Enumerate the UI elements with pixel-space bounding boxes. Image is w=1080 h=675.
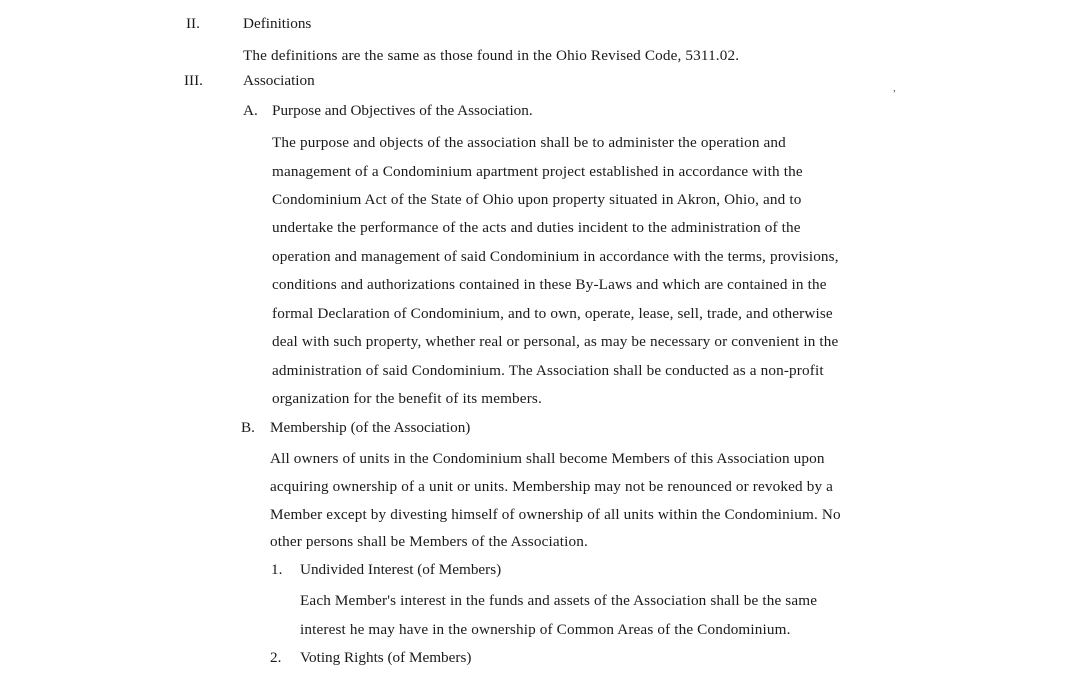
item-1-line: Each Member's interest in the funds and assets of the Association shall be the same — [300, 592, 818, 609]
item-2-heading: Voting Rights (of Members) — [300, 649, 472, 666]
subsection-b-heading: Membership (of the Association) — [270, 419, 471, 436]
section-ii-body: The definitions are the same as those found in the Ohio Revised Code, 5311.02. — [243, 47, 740, 64]
stray-mark: , — [893, 82, 896, 94]
subsection-a-line: management of a Condominium apartment project established in accordance with the — [272, 163, 803, 180]
item-1-line: interest he may have in the ownership of Common Areas of the Condominium. — [300, 621, 791, 638]
subsection-a-line: The purpose and objects of the association shall be to administer the operation and — [272, 134, 786, 151]
subsection-a-line: formal Declaration of Condominium, and to own, operate, lease, sell, trade, and otherwise — [272, 305, 833, 322]
subsection-a-line: organization for the benefit of its members. — [272, 390, 542, 407]
subsection-a-line: Condominium Act of the State of Ohio upon property situated in Akron, Ohio, and to — [272, 191, 802, 208]
section-iii-numeral: III. — [184, 72, 203, 89]
subsection-b-letter: B. — [241, 419, 255, 436]
subsection-b-line: acquiring ownership of a unit or units. Membership may not be renounced or revoked by a — [270, 478, 834, 495]
subsection-b-line: other persons shall be Members of the Association. — [270, 533, 588, 550]
subsection-a-line: deal with such property, whether real or personal, as may be necessary or convenient in the — [272, 333, 839, 350]
subsection-a-line: operation and management of said Condominium in accordance with the terms, provisions, — [272, 248, 839, 265]
item-1-number: 1. — [271, 561, 283, 578]
section-ii-numeral: II. — [186, 15, 200, 32]
item-2-number: 2. — [270, 649, 282, 666]
subsection-a-heading: Purpose and Objectives of the Association. — [272, 102, 533, 119]
subsection-b-line: All owners of units in the Condominium shall become Members of this Association upon — [270, 450, 825, 467]
section-ii-heading: Definitions — [243, 15, 312, 32]
subsection-a-line: administration of said Condominium. The Association shall be conducted as a non-profit — [272, 362, 824, 379]
subsection-a-line: conditions and authorizations contained in these By-Laws and which are contained in the — [272, 276, 827, 293]
subsection-b-line: Member except by divesting himself of ownership of all units within the Condominium. No — [270, 506, 841, 523]
subsection-a-line: undertake the performance of the acts and duties incident to the administration of the — [272, 219, 801, 236]
item-1-heading: Undivided Interest (of Members) — [300, 561, 502, 578]
section-iii-heading: Association — [243, 72, 315, 89]
subsection-a-letter: A. — [243, 102, 258, 119]
